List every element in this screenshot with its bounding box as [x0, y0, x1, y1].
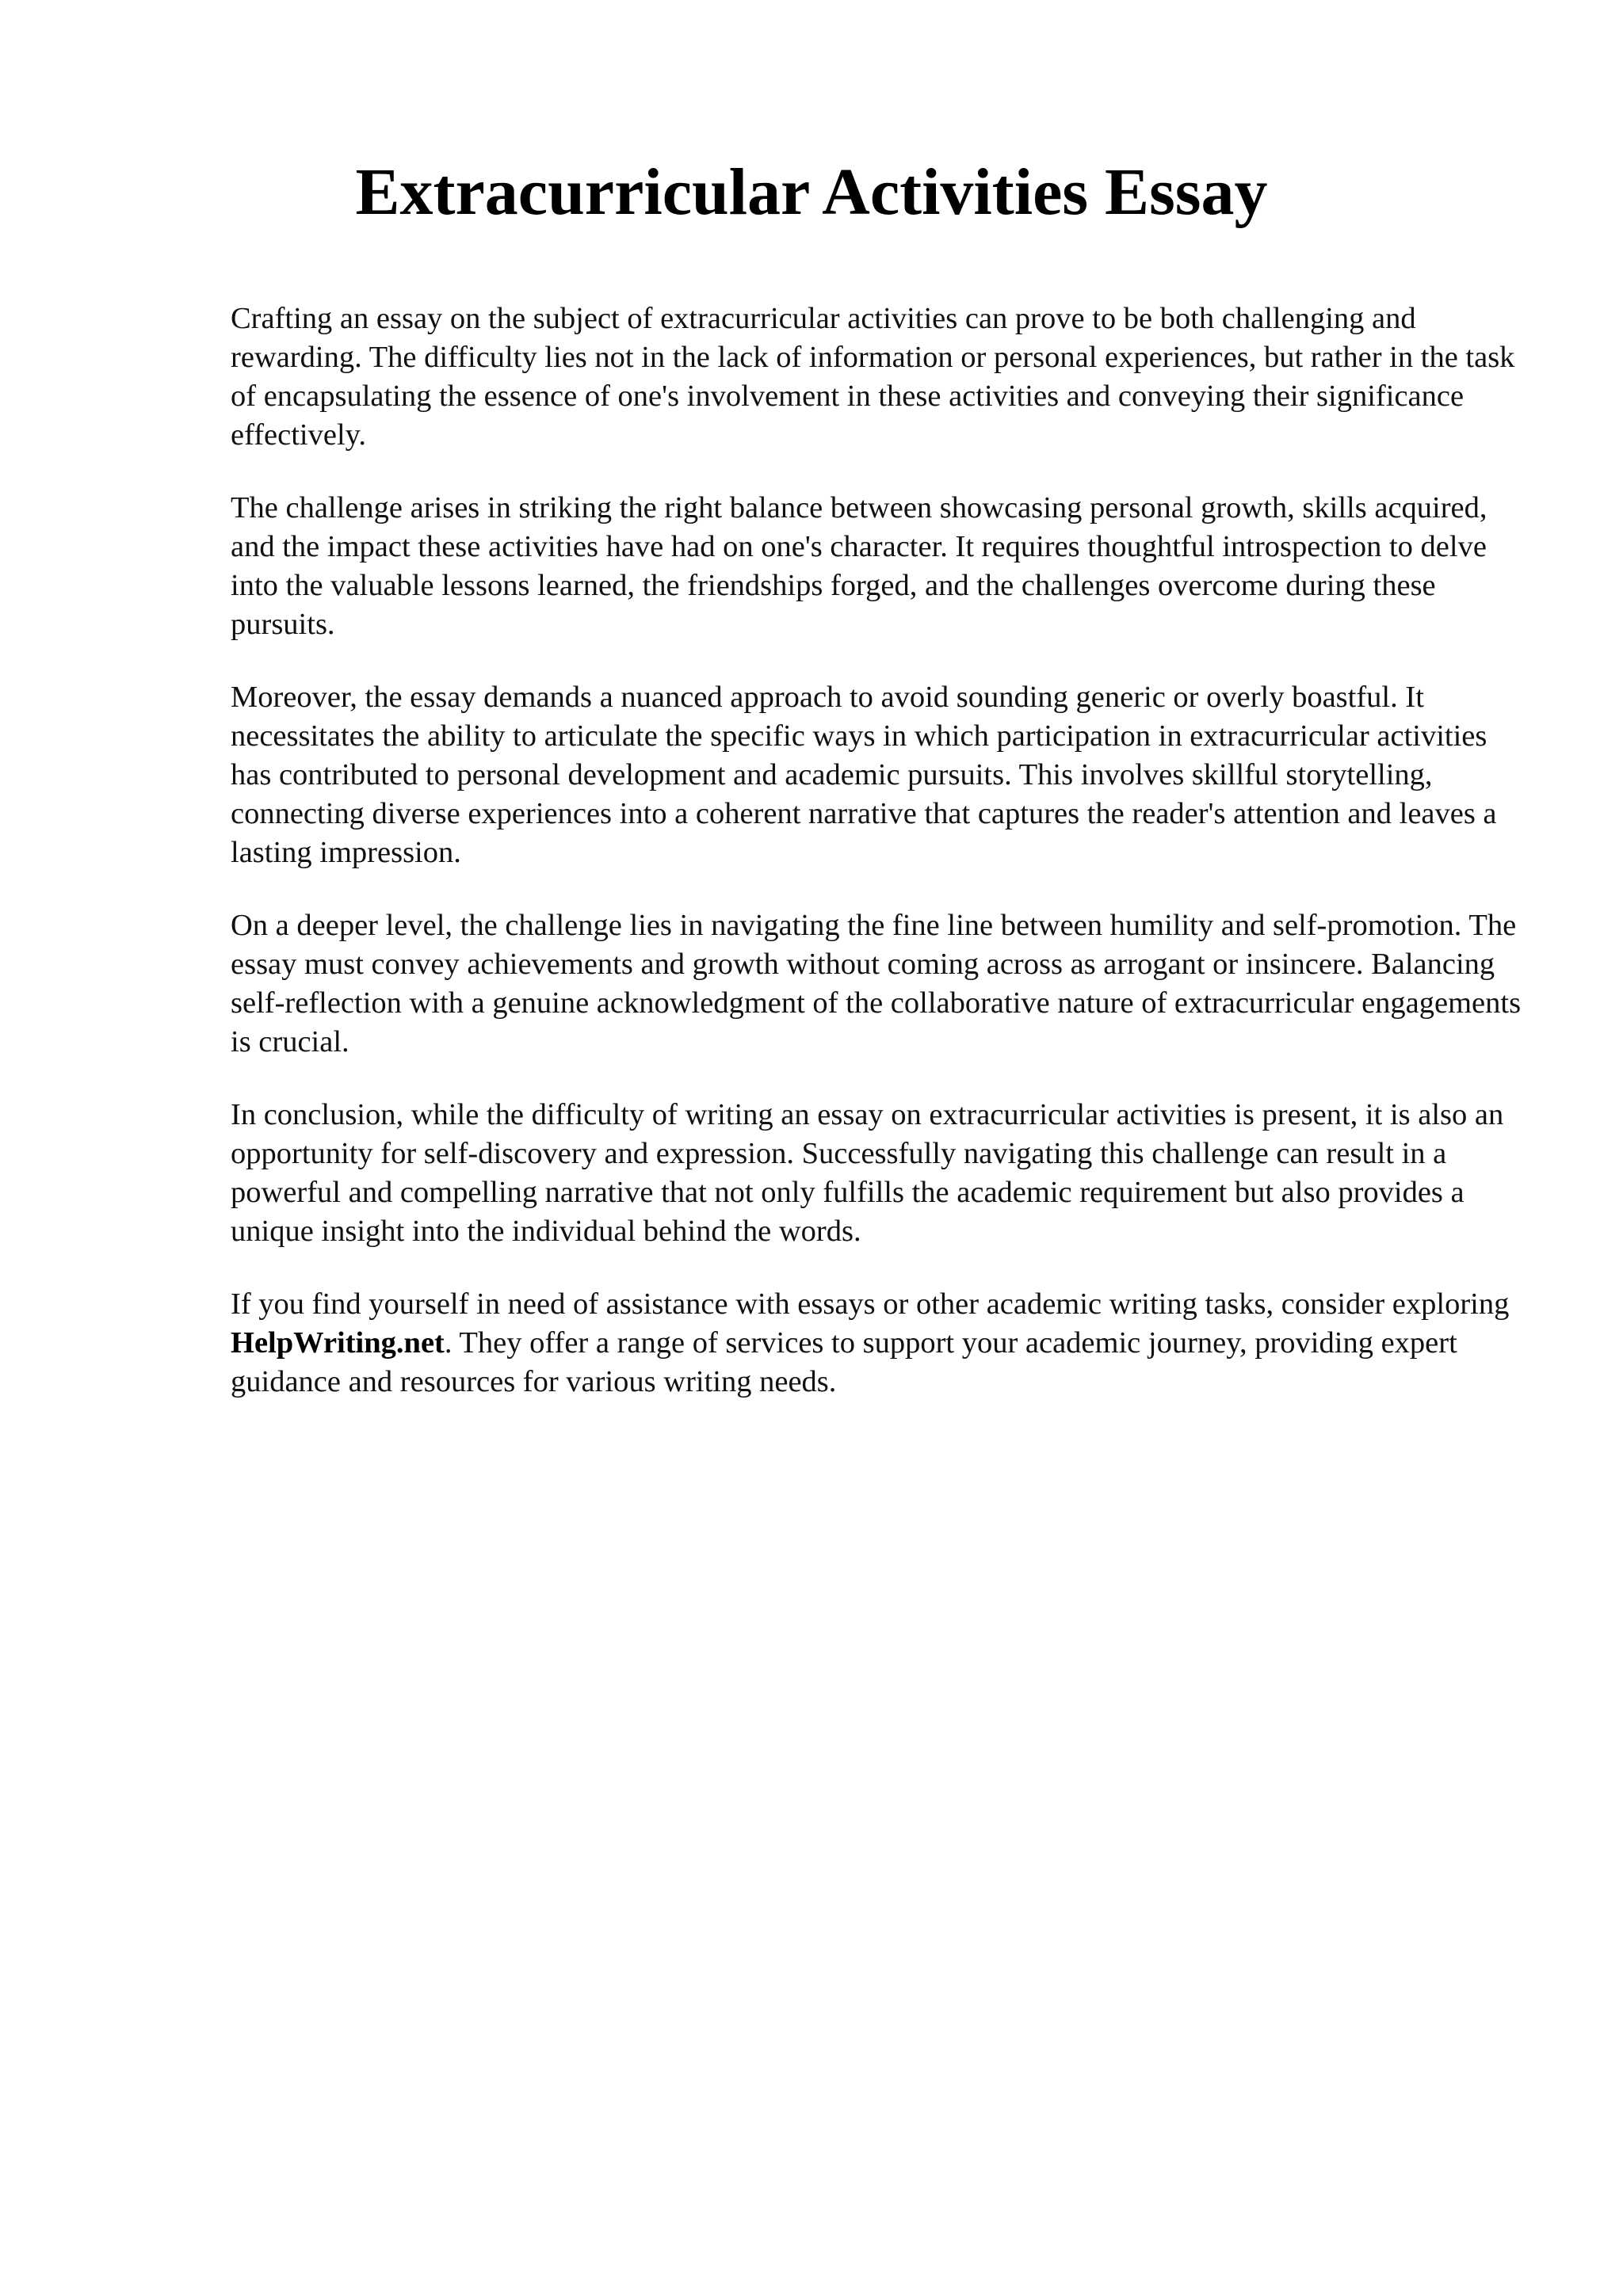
paragraph-5: In conclusion, while the difficulty of writing an essay on extracurricular activities is present, it is also an opportunity for self-discovery and expression. Successfully navigating this challenge can result in a powerful and compelling narrative that not only fulfills the academic requirement but also provides a unique insight into the individual behind the words.: [231, 1098, 1504, 1248]
helpwriting-link[interactable]: HelpWriting.net: [231, 1326, 445, 1360]
document-body: [231, 299, 1522, 1436]
closing-paragraph: [231, 1285, 1522, 1402]
paragraph-3: Moreover, the essay demands a nuanced approach to avoid sounding generic or overly boastful. It necessitates the ability to articulate the specific ways in which participation in extracurricular activities has contributed to personal development and academic pursuits. This involves skillful storytelling, connecting diverse experiences into a coherent narrative that captures the reader's attention and leaves a lasting impression.: [231, 681, 1497, 869]
paragraph-2: The challenge arises in striking the right balance between showcasing personal growth, skills acquired, and the impact these activities have had on one's character. It requires thoughtful introspection to delve into the valuable lessons learned, the friendships forged, and the challenges overcome during these pursuits.: [231, 491, 1487, 641]
closing-text-before: If you find yourself in need of assistance with essays or other academic writing tasks, consider exploring: [231, 1287, 1510, 1321]
paragraph-4: On a deeper level, the challenge lies in navigating the fine line between humility and self-promotion. The essay must convey achievements and growth without coming across as arrogant or insincere. Balancing self-reflection with a genuine acknowledgment of the collaborative nature of extracurricular engagements is crucial.: [231, 909, 1522, 1058]
closing-text-after: . They offer a range of services to support your academic journey, providing expert guidance and resources for various writing needs.: [231, 1326, 1457, 1398]
document-title: Extracurricular Activities Essay: [355, 155, 1268, 229]
paragraph-1: Crafting an essay on the subject of extracurricular activities can prove to be both challenging and rewarding. The difficulty lies not in the lack of information or personal experiences, but rather in the task of encapsulating the essence of one's involvement in these activities and conveying their significance effectively.: [231, 302, 1515, 452]
